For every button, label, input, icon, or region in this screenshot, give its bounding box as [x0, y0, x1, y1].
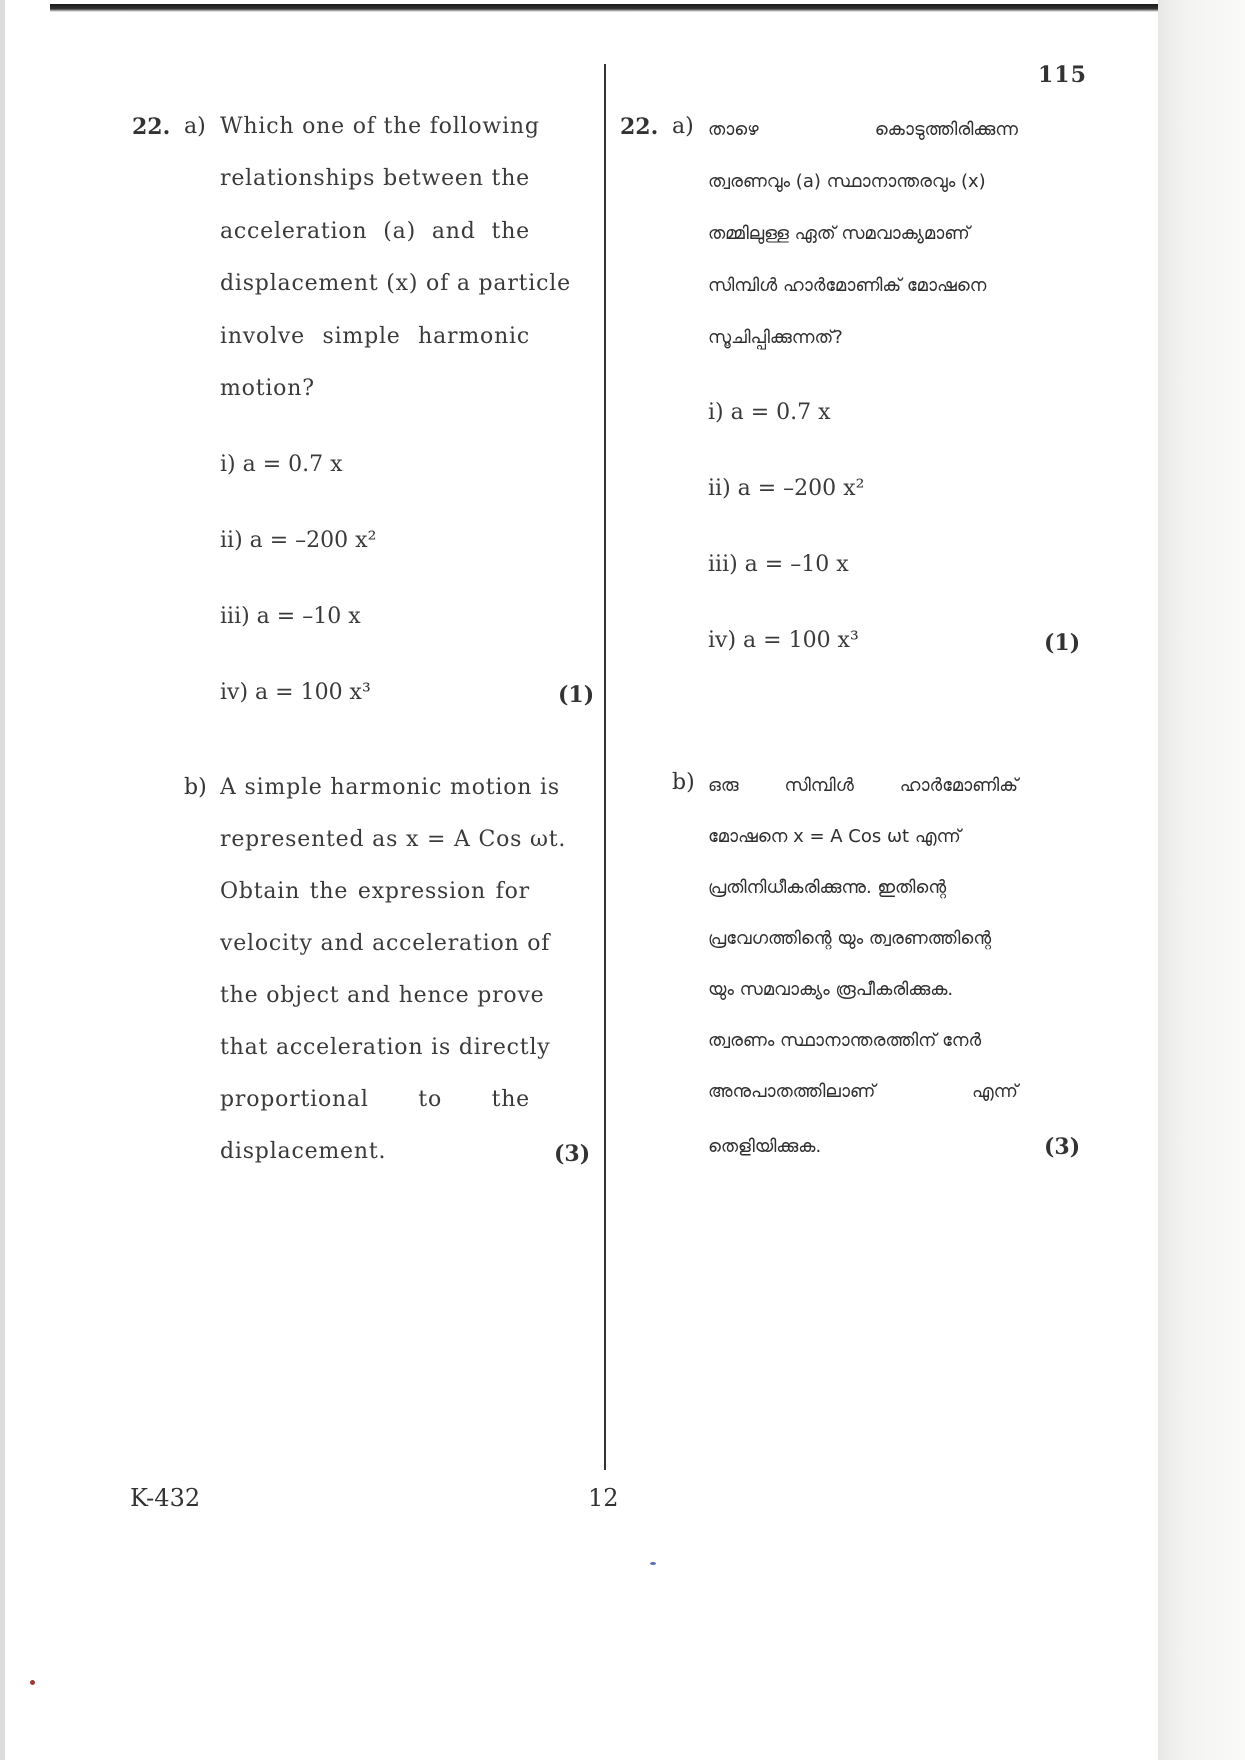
part-a-line: motion?	[220, 376, 315, 401]
part-b-line: ത്വരണം സ്ഥാനാന്തരത്തിന് നേർ	[708, 1030, 982, 1051]
part-b-line: velocity and acceleration of	[220, 931, 551, 956]
column-divider	[604, 64, 606, 1470]
top-page-number: 115	[1038, 62, 1087, 88]
option-i: i) a = 0.7 x	[708, 400, 831, 425]
part-a-label: a)	[184, 114, 206, 139]
part-a-line: സൂചിപ്പിക്കുന്നത്?	[708, 327, 843, 348]
part-b-label: b)	[184, 775, 207, 800]
option-iii: iii) a = –10 x	[708, 552, 849, 577]
part-a-line: displacement (x) of a particle	[220, 271, 571, 296]
part-a-line: acceleration (a) and the	[220, 219, 530, 244]
part-b-line: represented as x = A Cos ωt.	[220, 827, 567, 852]
part-a-marks: (1)	[1044, 630, 1081, 656]
part-b-line: മോഷനെ x = A Cos ωt എന്ന്	[708, 826, 961, 847]
part-b-line: ഒരു സിമ്പിൾ ഹാർമോണിക്	[708, 775, 1018, 796]
part-b-line: അനുപാതത്തിലാണ് എന്ന്	[708, 1081, 1018, 1102]
scan-top-edge	[50, 4, 1160, 12]
option-ii: ii) a = –200 x²	[220, 528, 377, 553]
question-number: 22.	[620, 114, 659, 140]
part-a-line: സിമ്പിൾ ഹാർമോണിക് മോഷനെ	[708, 275, 987, 296]
part-b-line: that acceleration is directly	[220, 1035, 551, 1060]
part-a-line: involve simple harmonic	[220, 324, 530, 349]
option-i: i) a = 0.7 x	[220, 452, 343, 477]
part-b-line: തെളിയിക്കുക.	[708, 1136, 822, 1157]
part-a-label: a)	[672, 114, 694, 139]
footer-page-number: 12	[588, 1484, 619, 1512]
part-a-line: ത്വരണവും (a) സ്ഥാനാന്തരവും (x)	[708, 171, 986, 192]
scan-left-edge	[0, 0, 5, 1760]
part-b-line: പ്രവേഗത്തിന്റെ യും ത്വരണത്തിന്റെ	[708, 928, 992, 949]
scan-right-edge	[1158, 0, 1245, 1760]
scan-speck	[650, 1562, 656, 1565]
part-a-line: തമ്മിലുള്ള ഏത് സമവാക്യമാണ്	[708, 223, 970, 244]
part-b-line: the object and hence prove	[220, 983, 545, 1008]
option-iv: iv) a = 100 x³	[708, 628, 859, 653]
option-iii: iii) a = –10 x	[220, 604, 361, 629]
option-ii: ii) a = –200 x²	[708, 476, 865, 501]
part-a-marks: (1)	[558, 682, 595, 708]
question-number: 22.	[132, 114, 171, 140]
part-b-line: യും സമവാക്യം രൂപീകരിക്കുക.	[708, 979, 954, 1000]
part-b-line: proportional to the	[220, 1087, 530, 1112]
part-b-line: Obtain the expression for	[220, 879, 530, 904]
part-b-marks: (3)	[554, 1141, 591, 1167]
part-b-marks: (3)	[1044, 1134, 1081, 1160]
part-b-line: A simple harmonic motion is	[220, 775, 560, 800]
part-b-line: പ്രതിനിധീകരിക്കുന്നു. ഇതിന്റെ	[708, 877, 947, 898]
footer-code: K-432	[130, 1484, 201, 1512]
option-iv: iv) a = 100 x³	[220, 680, 371, 705]
part-a-line: Which one of the following	[220, 114, 540, 139]
part-b-label: b)	[672, 770, 695, 795]
scan-speck	[30, 1680, 35, 1685]
part-a-line: relationships between the	[220, 166, 530, 191]
part-a-line: താഴെ കൊടുത്തിരിക്കുന്ന	[708, 119, 1018, 140]
part-b-line: displacement.	[220, 1139, 387, 1164]
